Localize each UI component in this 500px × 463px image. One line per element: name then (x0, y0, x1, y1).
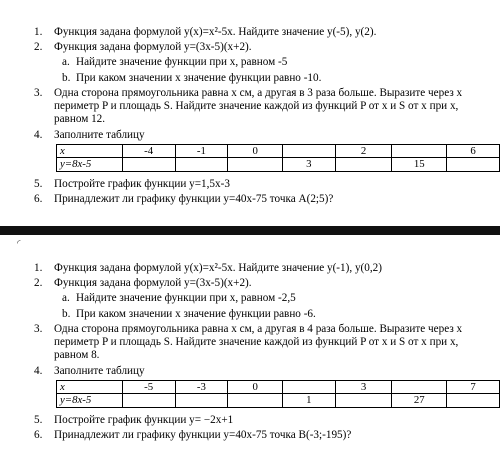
task-number: 5. (34, 178, 43, 191)
variant-1 (0, 26, 500, 209)
table-cell[interactable] (283, 380, 336, 394)
task-number: 2. (34, 41, 43, 54)
table-header-cell: y=8x-5 (57, 394, 123, 408)
variant-2 (0, 262, 500, 445)
table-cell[interactable] (392, 380, 447, 394)
task-number: 6. (34, 193, 43, 206)
table-cell[interactable]: 3 (335, 380, 392, 394)
table-cell[interactable] (122, 158, 175, 172)
table-cell[interactable]: 27 (392, 394, 447, 408)
task-text: Постройте график функции y= −2x+1 (54, 414, 234, 427)
table-row-y (57, 158, 500, 172)
table-cell[interactable] (175, 158, 228, 172)
task-6 (0, 193, 500, 206)
subtask-text: При каком значении x значение функции равно -10. (76, 71, 322, 84)
subtask-text: При каком значении x значение функции равно -6. (76, 307, 316, 320)
task-number: 1. (34, 262, 43, 274)
task-text: Одна сторона прямоугольника равна x см, а другая в 3 раза больше. Выразите через x периметр P и площадь S. Найдите значение каждой из функций P от x и S от x при x, равном 12. (54, 86, 463, 126)
task-text: Функция задана формулой y(x)=x²-5x. Найдите значение y(-5), y(2). (54, 26, 377, 38)
task-text: Принадлежит ли графику функции y=40x-75 точка A(2;5)? (54, 193, 334, 206)
subtask-2a (0, 56, 500, 69)
subtask-2b (0, 308, 500, 321)
table-row-x (57, 380, 500, 394)
task-2 (0, 277, 500, 290)
subtask-letter: a. (62, 56, 70, 69)
subtask-2a (0, 292, 500, 305)
table-cell[interactable]: 3 (283, 158, 336, 172)
table-cell[interactable]: 15 (392, 158, 447, 172)
task-4 (0, 365, 500, 378)
task-text: Одна сторона прямоугольника равна x см, а другая в 4 раза больше. Выразите через x периметр P и площадь S. Найдите значение каждой из функций P от x и S от x при x, равном 8. (54, 322, 463, 362)
subtask-letter: b. (62, 71, 71, 84)
task-text: Постройте график функции y=1,5x-3 (54, 178, 230, 191)
table-cell[interactable]: -4 (122, 144, 175, 158)
task-4 (0, 129, 500, 142)
table-cell[interactable] (447, 394, 500, 408)
table-cell[interactable] (447, 158, 500, 172)
task-number: 6. (34, 429, 43, 442)
table-cell[interactable] (283, 144, 336, 158)
table-cell[interactable] (228, 158, 283, 172)
table-cell[interactable] (122, 394, 175, 408)
table-cell[interactable] (335, 158, 392, 172)
task-3 (0, 323, 500, 363)
table-cell[interactable]: 2 (335, 144, 392, 158)
table-cell[interactable]: 7 (447, 380, 500, 394)
task-6 (0, 429, 500, 442)
task-text: Заполните таблицу (54, 128, 145, 141)
table-cell[interactable]: -3 (175, 380, 228, 394)
task-number: 3. (34, 322, 43, 335)
task-text: Принадлежит ли графику функции y=40x-75 точка B(-3;-195)? (54, 429, 352, 442)
table-cell[interactable]: 0 (228, 380, 283, 394)
table-cell[interactable] (335, 394, 392, 408)
task-2 (0, 41, 500, 54)
table-cell[interactable] (228, 394, 283, 408)
task-text: Функция задана формулой y(x)=x²-5x. Найдите значение y(-1), y(0,2) (54, 262, 382, 274)
subtask-2b (0, 72, 500, 85)
table-cell[interactable]: 1 (283, 394, 336, 408)
task-5 (0, 178, 500, 191)
table-header-cell: y=8x-5 (57, 158, 123, 172)
corner-mark-icon: ◜ (17, 238, 21, 248)
table-cell[interactable]: 6 (447, 144, 500, 158)
task-text: Функция задана формулой y=(3x-5)(x+2). (54, 277, 252, 290)
table-cell[interactable]: 0 (228, 144, 283, 158)
page-divider (0, 226, 500, 235)
table-row-y (57, 394, 500, 408)
task-5 (0, 414, 500, 427)
table-header-cell: x (57, 144, 123, 158)
task-number: 4. (34, 128, 43, 141)
task-text: Функция задана формулой y=(3x-5)(x+2). (54, 41, 252, 54)
values-table (56, 144, 500, 172)
task-number: 5. (34, 414, 43, 427)
subtask-letter: b. (62, 307, 71, 320)
subtask-letter: a. (62, 292, 70, 305)
task-number: 1. (34, 26, 43, 38)
subtask-text: Найдите значение функции при x, равном -5 (76, 56, 288, 69)
values-table (56, 380, 500, 408)
task-number: 2. (34, 277, 43, 290)
task-1 (0, 26, 500, 39)
subtask-text: Найдите значение функции при x, равном -2,5 (76, 292, 296, 305)
table-cell[interactable]: -1 (175, 144, 228, 158)
task-number: 3. (34, 86, 43, 99)
table-cell[interactable]: -5 (122, 380, 175, 394)
task-1 (0, 262, 500, 275)
table-cell[interactable] (392, 144, 447, 158)
task-number: 4. (34, 364, 43, 377)
table-row-x (57, 144, 500, 158)
table-header-cell: x (57, 380, 123, 394)
task-text: Заполните таблицу (54, 364, 145, 377)
task-3 (0, 87, 500, 127)
table-cell[interactable] (175, 394, 228, 408)
